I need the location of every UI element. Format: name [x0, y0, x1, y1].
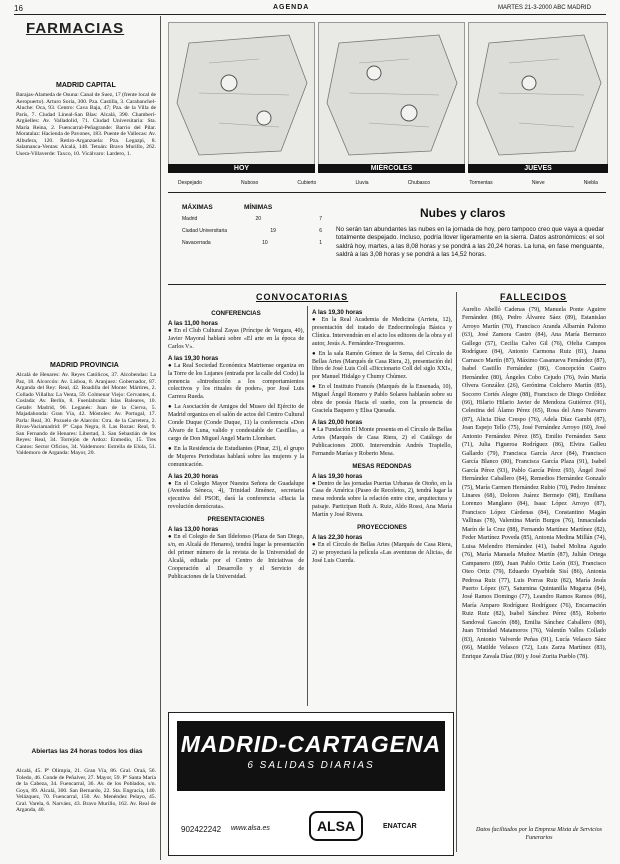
event-description: ● En el Colegio Mayor Nuestra Señora de Guadalupe (Avenida Séneca, 4), Trinidad Jiménez, secretaria ejecutiva del PSOE, dará la conferencia «Hacia la revolución demócrata». [168, 480, 304, 511]
legend-chubasco: Chubasco [407, 180, 431, 186]
station-name: Madrid [182, 216, 198, 222]
event-time: A las 13,00 horas [168, 526, 219, 534]
event-category-heading: PRESENTACIONES [207, 516, 265, 524]
station-max: 10 [262, 240, 268, 246]
event-category-heading: PROYECCIONES [357, 524, 407, 532]
open24-title: Abiertas las 24 horas todos los días [31, 748, 143, 755]
event-description: ● La Fundación El Monte presenta en el Círculo de Bellas Artes (Marqués de Casa Riera, 2) el Catálogo de Publicaciones 2000. Intervendrán Andrés Trapiello, Fernando Marías y Roberto Mesa. [312, 426, 452, 457]
weather-legend [178, 180, 606, 186]
event-description: ● En la Residencia de Estudiantes (Pinar, 23), el grupo de Mujeres Periodistas hablará sobre las mujeres y la comunicación. [168, 445, 304, 468]
capital-title: MADRID CAPITAL [56, 82, 116, 89]
province-list: Alcalá de Henares: Av. Reyes Católicos, 37. Alcobendas: La Paz, 18. Alcorcón: Av. Lisboa, 8. Aranjuez: Gobernador, 87. Arganda del Rey: Real, 42. Boadilla del Monte: Mártires, 2. Collado Villalba: La Venta, 59. Colmenar Viejo: Cervantes, 4. Coslada: Av. Berlín, 8. Fuenlabrada: Islas Baleares, 10. Getafe: Madrid, 96. Leganés: Juan de la Cierva, 5. Majadahonda: Gran Vía, 42. Móstoles: Av. Portugal, 17. Parla: Real, 30. Pozuelo de Alarcón: Ctra. de la Carretera, 2. Rivas-Vaciamadrid: Pº Capa Negra, 8. Las Rozas: Real, 9. San Fernando de Henares: Libertad, 3. San Sebastián de los Reyes: Real, 34. Torrejón de Ardoz: Enmedio, 15. Tres Cantos: Sector Oficios, 34. Valdemoro: Estrella de Elola, 51. Valdemoro de Arganda: Mayor, 20. [16, 372, 156, 456]
event-description: ● En el Instituto Francés (Marqués de la Ensenada, 10), Miguel Ángel Romero y Pablo Solares hablarán sobre su obra de poesía Hacia el sueño, con la presencia de Graciela Baquero y Elisa Quesada. [312, 384, 452, 414]
weather-map-wednesday [318, 22, 465, 166]
event-category-heading: MESAS REDONDAS [352, 462, 412, 470]
event-time: A las 19,30 horas [312, 472, 363, 480]
pharmacies-title: FARMACIAS [26, 20, 125, 37]
legend-niebla: Niebla [583, 180, 598, 186]
legend-despejado: Despejado [178, 180, 202, 186]
event-time: A las 11,00 horas [168, 320, 218, 327]
event-category-heading: CONFERENCIAS [211, 310, 261, 317]
alsa-logo: ALSA [309, 811, 363, 841]
day-label-today: HOY [168, 164, 315, 173]
station-min: 6 [319, 228, 322, 234]
event-time: A las 19,30 horas [168, 354, 219, 362]
station-name: Ciudad Universitaria [182, 228, 228, 234]
capital-list: Barajas-Alameda de Osuna: Canal de Suez, 17 (frente local de Aeropuerto). Arturo Soria, 300. Pza. Castilla, 3. Carabanchel-Aluche: Oca, 93. Centro: Cava Baja, 47; Pza. de la Villa de París, 7. Ciudad Lineal-San Blas: Alcalá, 390. Chamberí-Argüelles: Av. Valladolid, 71. Ciudad Universitaria: Sta. María Reina, 2. Fuencarral-Peñagrande: Barrio del Pilar. Moratalaz: Hacienda de Pavones, 183. Puente de Vallecas: Av. Albufera, 120. Retiro-Arganzuela: Pza. Legazpi, 8. Salamanca-Ventas: Alcalá, 148. Tetuán: Bravo Murillo, 262. Usera-Villaverde: Taxco, 10. Vicálvaro: Lardero, 1. [16, 92, 156, 157]
station-max: 19 [270, 228, 276, 234]
page-number: 16 [14, 4, 23, 13]
station-name: Navacerrada [182, 240, 211, 246]
open24-list: Alcalá, 45. Pº Olimpia, 21. Gran Vía, 86. Gral. Oraá, 56. Toledo, 46. Conde de Peñalver, 27. Mayor, 59. Pº Santa María de la Cabeza, 34. Fuencarral, 36. Av. de los Poblados, s/n. Goya, 89. Alcalá, 300. San Bernardo, 22. Sta. Engracia, 140. Velázquez, 70. Fuencarral, 150. Av. Menéndez Pelayo, 45. Gral. Varela, 6. Narváez, 43. Bravo Murillo, 162. Av. Real de Arganda, 40. [16, 768, 156, 813]
legend-lluvia: Lluvia [355, 180, 369, 186]
ad-phone: 902422242 [181, 825, 222, 834]
event-time: A las 20,00 horas [312, 418, 363, 426]
event-description: ● En la Real Academia de Medicina (Arrieta, 12), presentación del tratado de Endocrinología Básica y Clínica. Intervendrán en el acto los editores de la obra y el autor, Jesús A. Fernández-Tresguerres. [312, 317, 452, 347]
ad-subline: 6 SALIDAS DIARIAS [247, 760, 375, 771]
station-min: 1 [319, 240, 322, 246]
event-description: ● En el Club Cultural Zayas (Príncipe de Vergara, 40), Javier Mayoral hablará sobre «El arte en la época de Carlos V». [168, 328, 304, 350]
legend-tormentas: Tormentas [469, 180, 493, 186]
ad-headline: MADRID-CARTAGENA [180, 731, 442, 757]
event-description: ● Dentro de las jornadas Puertas Urbanas de Otoño, en la Casa de América (Paseo de Recoletos, 2), tendrá lugar la mesa redonda sobre la relación entre cine, arquitectura y paisaje. Participan Ruth A. Ruiz, Aldo Rossi, Ana María Martín y José Rivera. [312, 480, 452, 519]
convocatorias-column-1 [168, 306, 304, 706]
ad-banner [177, 721, 445, 791]
weather-forecast: No serán tan abundantes las nubes en la jornada de hoy, pero tampoco creo que vaya a quedar totalmente despejado. Incluso, podría llover ligeramente en la sierra. Datos astronómicos: el sol saldrá hoy, martes, a las 8,08 horas y se pondrá a las 20,24 horas. La luna, en fase menguante, saldrá a las 3,08 horas y se pondrá a las 14,52 horas. [336, 226, 604, 259]
event-description: ● En el Colegio de San Ildefonso (Plaza de San Diego, s/n, en Alcalá de Henares), tendrá lugar la presentación del primer número de la revista de la Universidad de Alcalá, editada por el Centro de Iniciativas de Cooperación al Desarrollo y el Servicio de Publicaciones de la Universidad. [168, 534, 304, 580]
section-title: AGENDA [273, 4, 310, 11]
event-time: A las 20,30 horas [168, 472, 219, 480]
legend-nieve: Nieve [531, 180, 545, 186]
event-description: ● La Asociación de Amigos del Museo del Ejército de Madrid organiza en el salón de actos del Centro Cultural Conde Duque (Conde Duque, 11) la conferencia «Don Alvaro de Luna, valido y condestable de Castilla», a cargo de Don Miguel Angel Marin Llombart. [168, 404, 304, 442]
event-description: ● En la sala Ramón Gómez de la Serna, del Círculo de Bellas Artes (Marqués de Casa Riera, 2), presentación del libro de José Luis Coll «Diccionario Coll del siglo XXI», por Manuel Hidalgo y Chumy Chúmez. [312, 350, 452, 381]
event-time: A las 19,30 horas [312, 309, 363, 316]
station-row [182, 216, 322, 228]
legend-cubierto: Cubierto [297, 180, 317, 186]
temps-max-title: MÁXIMAS [182, 204, 213, 211]
weather-map-thursday [468, 22, 608, 166]
fallecidos-title: FALLECIDOS [500, 292, 568, 302]
event-description: ● En el Círculo de Bellas Artes (Marqués de Casa Riera, 2) se proyectará la película «Las aventuras de Alicia», de José Luis Cuerda. [312, 542, 452, 564]
convocatorias-title: CONVOCATORIAS [256, 292, 349, 302]
temps-table [182, 216, 322, 252]
weather-map-today [168, 22, 315, 166]
alsa-advertisement [168, 712, 454, 856]
fallecidos-list: Aurelio Abelló Cadenas (79), Manuela Ponte Aguirre Fernández (86), Pedro Álvarez Sáez (89), Estanislao Arroyo Martín (70), Francisco Aranda Albarrán Palomo (63), José Zamora Castro (84), Ana María Berruezo Gallego (57), Cecilia Calvo Gil (76), Ofelia Campos Rodríguez (84), Antonio Carmona Ruiz (81), Juana Carrasco Martín (87), Máximo Casanueva Fernández (87), Isabel Castillo Fernández (86), Concepción Castro Hernández (80), Ángeles Cobo Cejudo (76), Iván María Olvera González (26), Gerónima Colchero Martín (85), Socorro Cortés Alegre (88), Francisco de Diego Ordóñez (66), Hilario Hilario Javier de Mendoza Gutiérrez (91), Celestina del Álamo Pérez (65), Rosa del Amo Navarro (87), Alicia Díaz Crespo (76), Adela Díaz Gambi (87), Joan Espejo Tello (75), José Fernández Arroyo (60), José Antonio Fernández Pérez (85), Emilio Fernández Sanz (71), Julia Figueroa Rodríguez (86), Elvira Galleu Gallardo (79), Francisca García Arce (84), Francisco García Blanco (80), Francisca García Plaza (91), Isabel García Pérez (93), Pablo García Pérez (93), Ángel José Hernández Caballero (84), Remedios Hernández Gonzalo (75), María Carmen Hernández Rubio (70), Pedro Jiménez Linares (68), Dolores Juárez Bermejo (98), Emiliana Lorenzo Manglano (84), Isaac López Arroyo (87), Francisco López Cárdenas (84), Constantino Magán Vallinas (78), Valentina Marín Burgos (76), Inmaculada Marín de la Cruz (88), Fernando Martínez Martínez (82), Feder Martínez Poveda (85), Antonia Medina Millán (74), Luisa Melendro Hernández (41), Isabel Molina Agudo (76), María Manuela Muñoz Martín (87), Julián Ortega Campanero (89), Juan Pablo Ortiz León (83), Francisco Oteo Ortiz (79), Eduardo Oyarbide Sisí (86), Antonia Pedrosa Ruiz (77), Luis Porras Ruiz (82), María Jesús Puerto López (67), Saturnina Quintanilla Mugarza (84), José Ramos Domingo (77), Leandro Ramos Ramos (86), María Amparo Rodríguez Rodríguez (76), Encarnación Ruiz Ruiz (82), Isabel Sánchez Pérez (85), Roberto Sandoval Gascón (88), Emilia Sánchez Caballero (80), Juan Trinidad Matamoros (76), Valentín Valles Collado (83), Antonio Valverde Peñas (91), Lucía Velasco Sáez (66), Matilde Velasco (72), Luis Zarza Martínez (83), Enrique Zavala Díaz (80) y José Zurita Pueblo (78). [462, 307, 606, 660]
station-row [182, 228, 322, 240]
weather-headline: Nubes y claros [420, 206, 506, 220]
day-label-thursday: JUEVES [468, 164, 608, 173]
temps-min-title: MÍNIMAS [244, 204, 273, 211]
enatcar-logo: ENATCAR [383, 823, 417, 830]
day-label-wednesday: MIÉRCOLES [318, 164, 465, 173]
event-time: A las 22,30 horas [312, 534, 363, 542]
ad-website: www.alsa.es [231, 825, 270, 832]
convocatorias-column-2 [312, 306, 452, 706]
date-line: MARTES 21-3-2000 ABC MADRID [498, 5, 591, 11]
legend-nuboso: Nuboso [241, 180, 259, 186]
province-title: MADRID PROVINCIA [50, 362, 119, 369]
station-row [182, 240, 322, 252]
event-description: ● La Real Sociedad Económica Matritense organiza en la Torre de los Lujanes (entrada por la calle del Codo) la ponencia «Introducción a los comportamientos colectivos y los rituales de poder», por José Luis Carrera Rueda. [168, 362, 304, 401]
fallecidos-footer: Datos facilitados por la Empresa Mixta de Servicios Funerarios [476, 827, 602, 841]
station-max: 20 [255, 216, 262, 222]
station-min: 7 [319, 216, 322, 222]
